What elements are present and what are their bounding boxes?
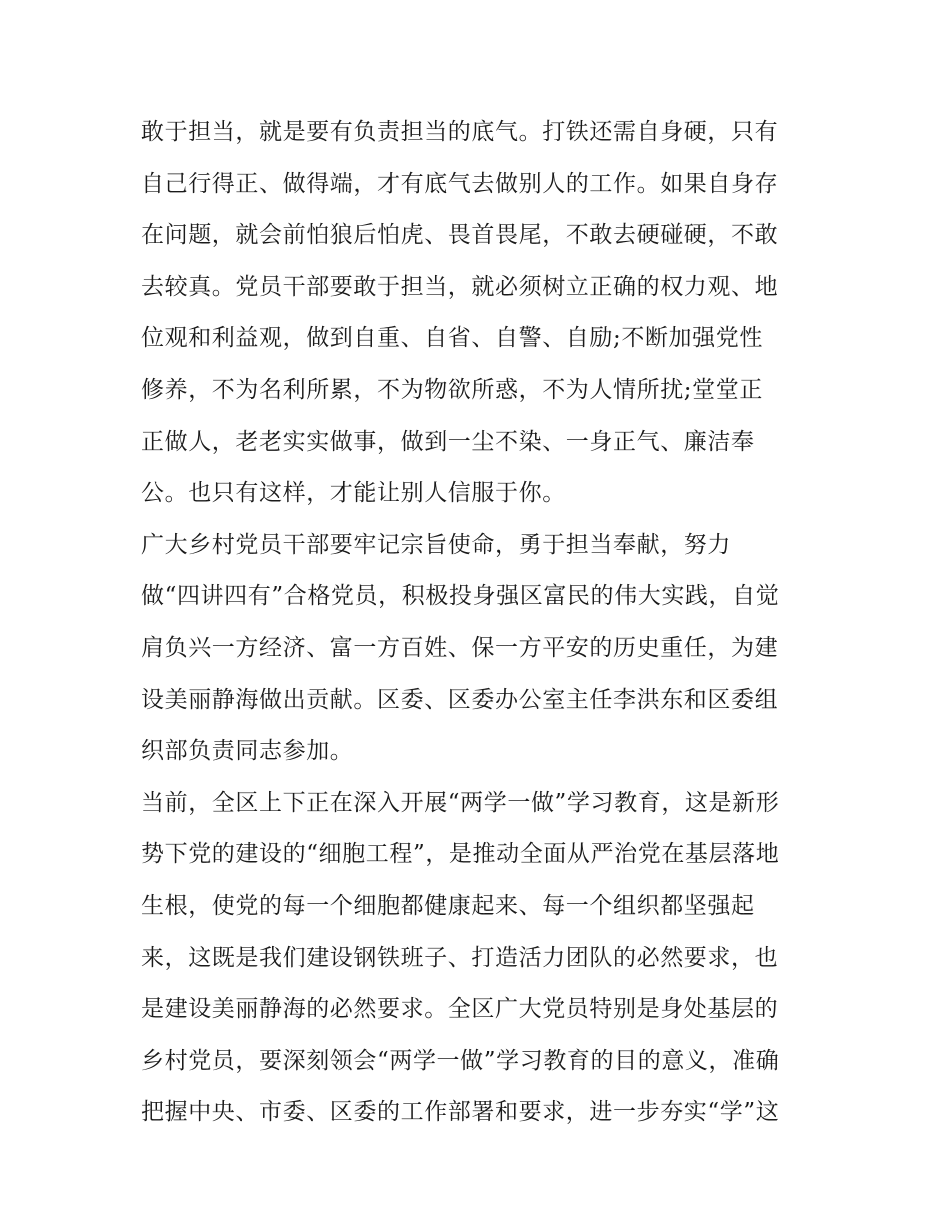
paragraph-1 [141,107,821,520]
document-body [141,107,821,1139]
paragraph-2 [141,520,821,778]
text-line: 去较真。党员干部要敢于担当，就必须树立正确的权力观、地 [141,273,779,300]
paragraph-3 [141,778,821,1139]
text-line: 织部负责同志参加。 [141,738,354,765]
text-line: 在问题，就会前怕狼后怕虎、畏首畏尾，不敢去硬碰硬，不敢 [141,222,779,249]
text-line: 势下党的建设的“细胞工程”，是推动全面从严治党在基层落地 [141,841,780,868]
text-line: 把握中央、市委、区委的工作部署和要求，进一步夯实“学”这 [141,1099,780,1126]
text-line: 当前，全区上下正在深入开展“两学一做”学习教育，这是新形 [141,789,780,816]
text-line: 位观和利益观，做到自重、自省、自警、自励;不断加强党性 [141,325,763,352]
text-line: 生根，使党的每一个细胞都健康起来、每一个组织都坚强起 [141,892,755,919]
text-line: 自己行得正、做得端，才有底气去做别人的工作。如果自身存 [141,170,779,197]
text-line: 肩负兴一方经济、富一方百姓、保一方平安的历史重任，为建 [141,634,779,661]
text-line: 广大乡村党员干部要牢记宗旨使命，勇于担当奉献，努力 [141,531,731,558]
text-line: 是建设美丽静海的必然要求。全区广大党员特别是身处基层的 [141,996,779,1023]
text-line: 敢于担当，就是要有负责担当的底气。打铁还需自身硬，只有 [141,119,779,145]
text-line: 乡村党员，要深刻领会“两学一做”学习教育的目的意义，准确 [141,1047,780,1074]
text-line: 设美丽静海做出贡献。区委、区委办公室主任李洪东和区委组 [141,686,779,713]
text-line: 做“四讲四有”合格党员，积极投身强区富民的伟大实践，自觉 [141,583,780,610]
text-line: 修养，不为名利所累，不为物欲所惑，不为人情所扰;堂堂正 [141,376,763,403]
text-line: 来，这既是我们建设钢铁班子、打造活力团队的必然要求，也 [141,944,779,971]
text-line: 公。也只有这样，才能让别人信服于你。 [141,480,566,507]
text-line: 正做人，老老实实做事，做到一尘不染、一身正气、廉洁奉 [141,428,755,455]
